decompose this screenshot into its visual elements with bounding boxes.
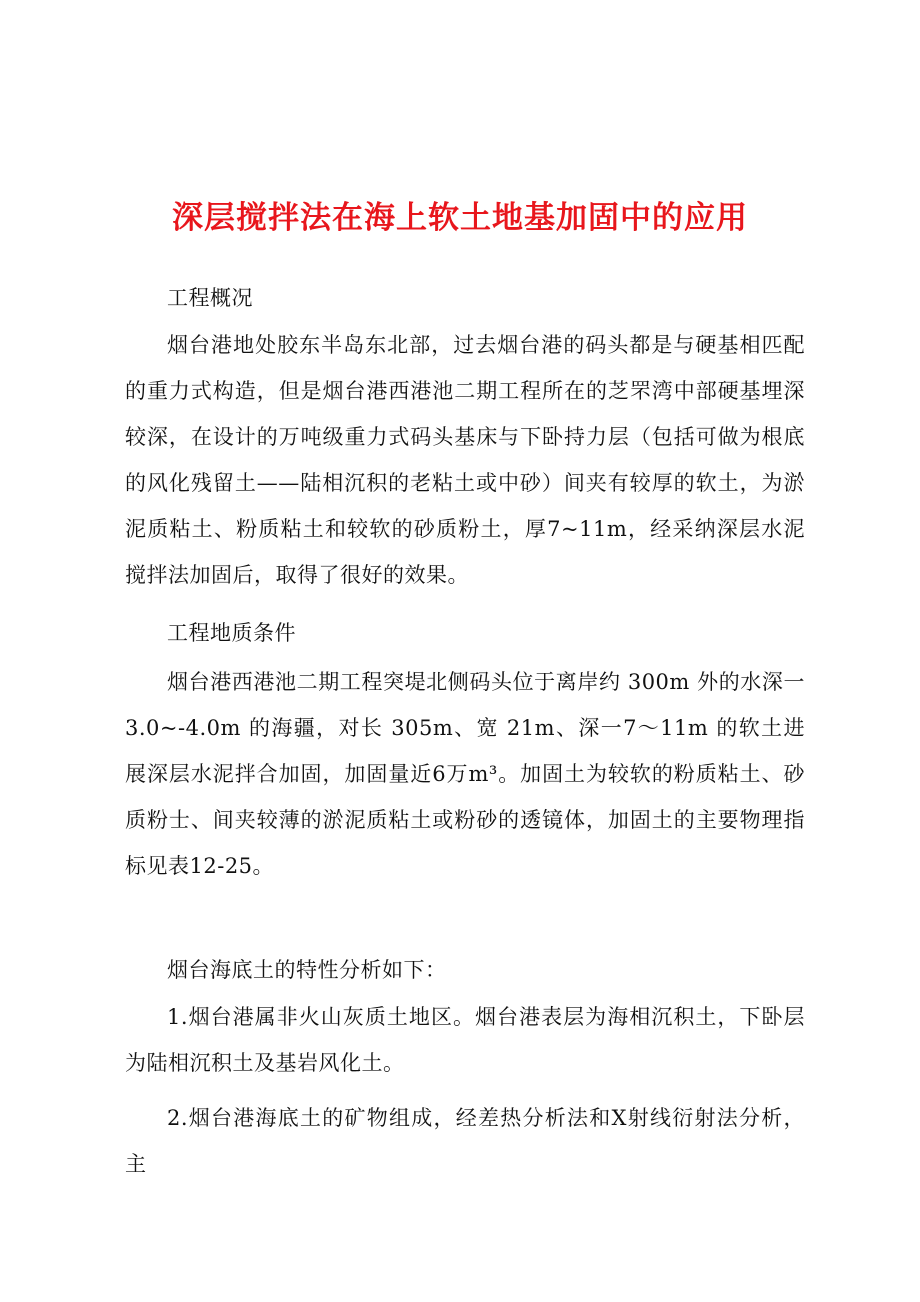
- section-heading-analysis: 烟台海底土的特性分析如下：: [167, 958, 447, 982]
- paragraph-overview: 烟台港地处胶东半岛东北部，过去烟台港的码头都是与硬基相匹配的重力式构造，但是烟台港西港池二期工程所在的芝罘湾中部硬基埋深较深，在设计的万吨级重力式码头基床与下卧持力层（包括可做为根底的风化残留土——陆相沉积的老粘土或中砂）间夹有较厚的软土，为淤泥质粘土、粉质粘土和较软的砂质粉土，厚7~11m，经采纳深层水泥搅拌法加固后，取得了很好的效果。: [125, 333, 805, 587]
- paragraph-geology: 烟台港西港池二期工程突堤北侧码头位于离岸约 300m 外的水深一3.0~-4.0m 的海疆，对长 305m、宽 21m、深一7～11m 的软土进展深层水泥拌合加固，加固量近6万m³。加固土为较软的粉质粘土、砂质粉士、间夹较薄的淤泥质粘土或粉砂的透镜体，加固土的主要物理指标见表12-25。: [125, 670, 806, 878]
- section-heading-geology: 工程地质条件: [167, 621, 296, 645]
- document-title: 深层搅拌法在海上软土地基加固中的应用: [172, 200, 748, 236]
- list-item-2: 2.烟台港海底土的矿物组成，经差热分析法和X射线衍射法分析，主: [125, 1106, 805, 1176]
- section-heading-overview: 工程概况: [167, 286, 253, 310]
- list-item-1: 1.烟台港属非火山灰质土地区。烟台港表层为海相沉积土，下卧层为陆相沉积土及基岩风化土。: [125, 1005, 805, 1075]
